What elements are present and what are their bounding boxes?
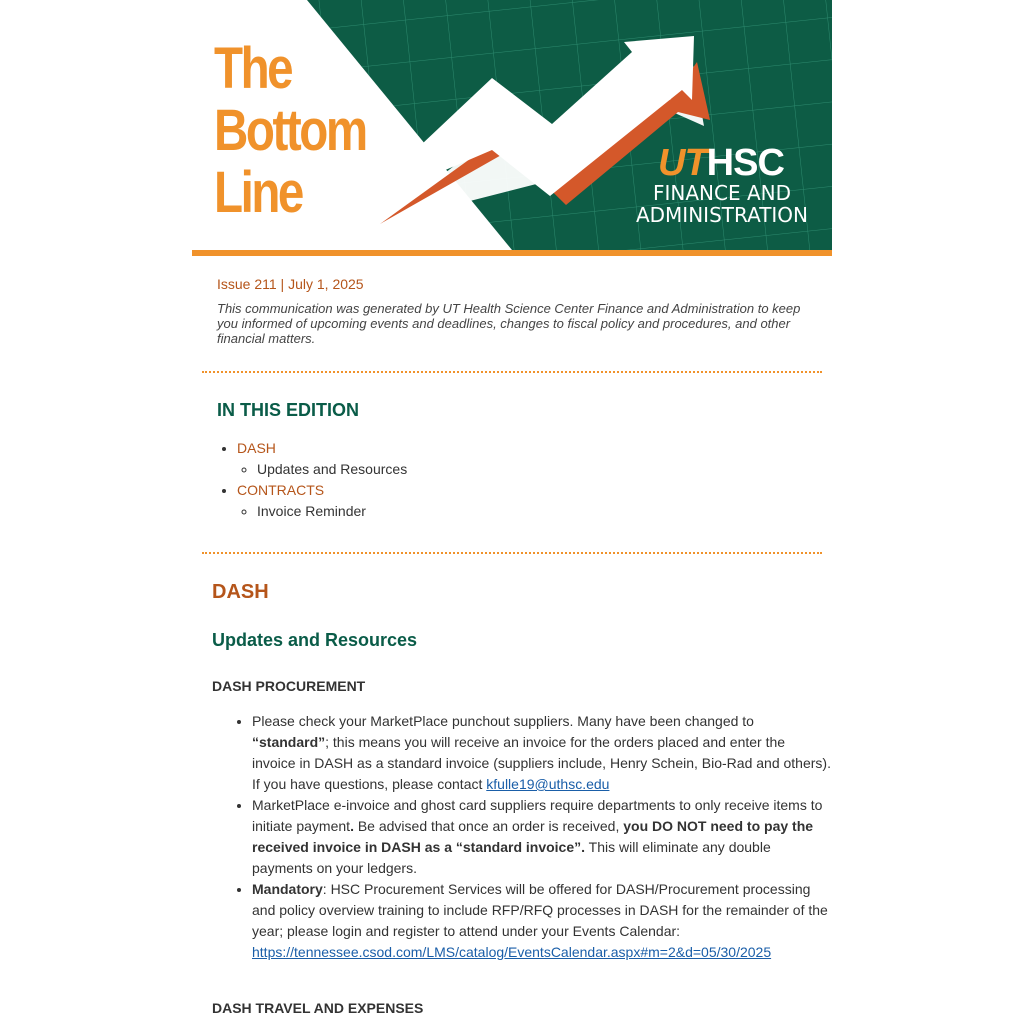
newsletter [192, 0, 832, 1024]
intro-text: This communication was generated by UT Health Science Center Finance and Administration to keep you informed of upcoming events and deadlines, changes to fiscal policy and procedures, and other financial matters. [217, 301, 801, 346]
logo-hsc: HSC [706, 142, 784, 184]
email-link[interactable]: kfulle19@uthsc.edu [486, 776, 610, 792]
toc-item [237, 480, 407, 522]
toc-link-dash[interactable]: DASH [237, 440, 276, 456]
logo-ut: UT [658, 142, 707, 184]
text: Please check your MarketPlace punchout suppliers. Many have been changed to [252, 713, 754, 729]
uthsc-logo [658, 142, 784, 185]
text: Be advised that once an order is received, [353, 818, 624, 834]
list-item [252, 879, 832, 963]
banner-underline [192, 250, 832, 256]
title-line-1: The [214, 36, 292, 101]
title-line-2: Bottom [214, 98, 366, 163]
text: This will eliminate any double payments on your ledgers. [252, 839, 771, 876]
text: : HSC Procurement Services will be offered for DASH/Procurement processing and policy overview training to include RFP/RFQ processes in DASH for the remainder of the year; please login and register to attend under your Events Calendar: [252, 881, 828, 939]
section-heading-dash: DASH [212, 581, 269, 603]
procurement-heading: DASH PROCUREMENT [212, 678, 366, 694]
subsection-heading: Updates and Resources [212, 630, 418, 650]
events-calendar-link[interactable]: https://tennessee.csod.com/LMS/catalog/EventsCalendar.aspx#m=2&d=05/30/2025 [252, 944, 772, 960]
text: ; this means you will receive an invoice for the orders placed and enter the invoice in DASH as a standard invoice (suppliers include, Henry Schein, Bio-Rad and others). If you have questions, please contact [252, 734, 831, 792]
text-bold: Mandatory [252, 881, 323, 897]
logo-subtitle: FINANCE AND ADMINISTRATION [635, 181, 809, 227]
toc-subitem: ◦ Invoice Reminder [257, 501, 407, 522]
toc-link-contracts[interactable]: CONTRACTS [237, 482, 325, 498]
toc-item [237, 438, 407, 480]
text-bold: you DO NOT need to pay the received invoice in DASH as a “standard invoice”. [252, 818, 814, 855]
edition-heading: IN THIS EDITION [217, 400, 360, 420]
divider [202, 371, 822, 373]
toc-subitem: ◦ Updates and Resources [257, 459, 407, 480]
text-bold: “standard” [252, 734, 326, 750]
list-item [252, 711, 832, 795]
travel-heading: DASH TRAVEL AND EXPENSES [212, 1000, 424, 1016]
list-item [252, 795, 832, 879]
text: MarketPlace e-invoice and ghost card suppliers require departments to only receive items to initiate payment [252, 797, 823, 834]
newsletter-title [214, 38, 366, 224]
text-bold: . [350, 818, 354, 834]
header-banner [192, 0, 832, 256]
title-line-3: Line [214, 160, 302, 225]
procurement-list [232, 711, 832, 963]
table-of-contents [217, 438, 407, 522]
issue-line: Issue 211 | July 1, 2025 [217, 276, 364, 292]
divider [202, 552, 822, 554]
